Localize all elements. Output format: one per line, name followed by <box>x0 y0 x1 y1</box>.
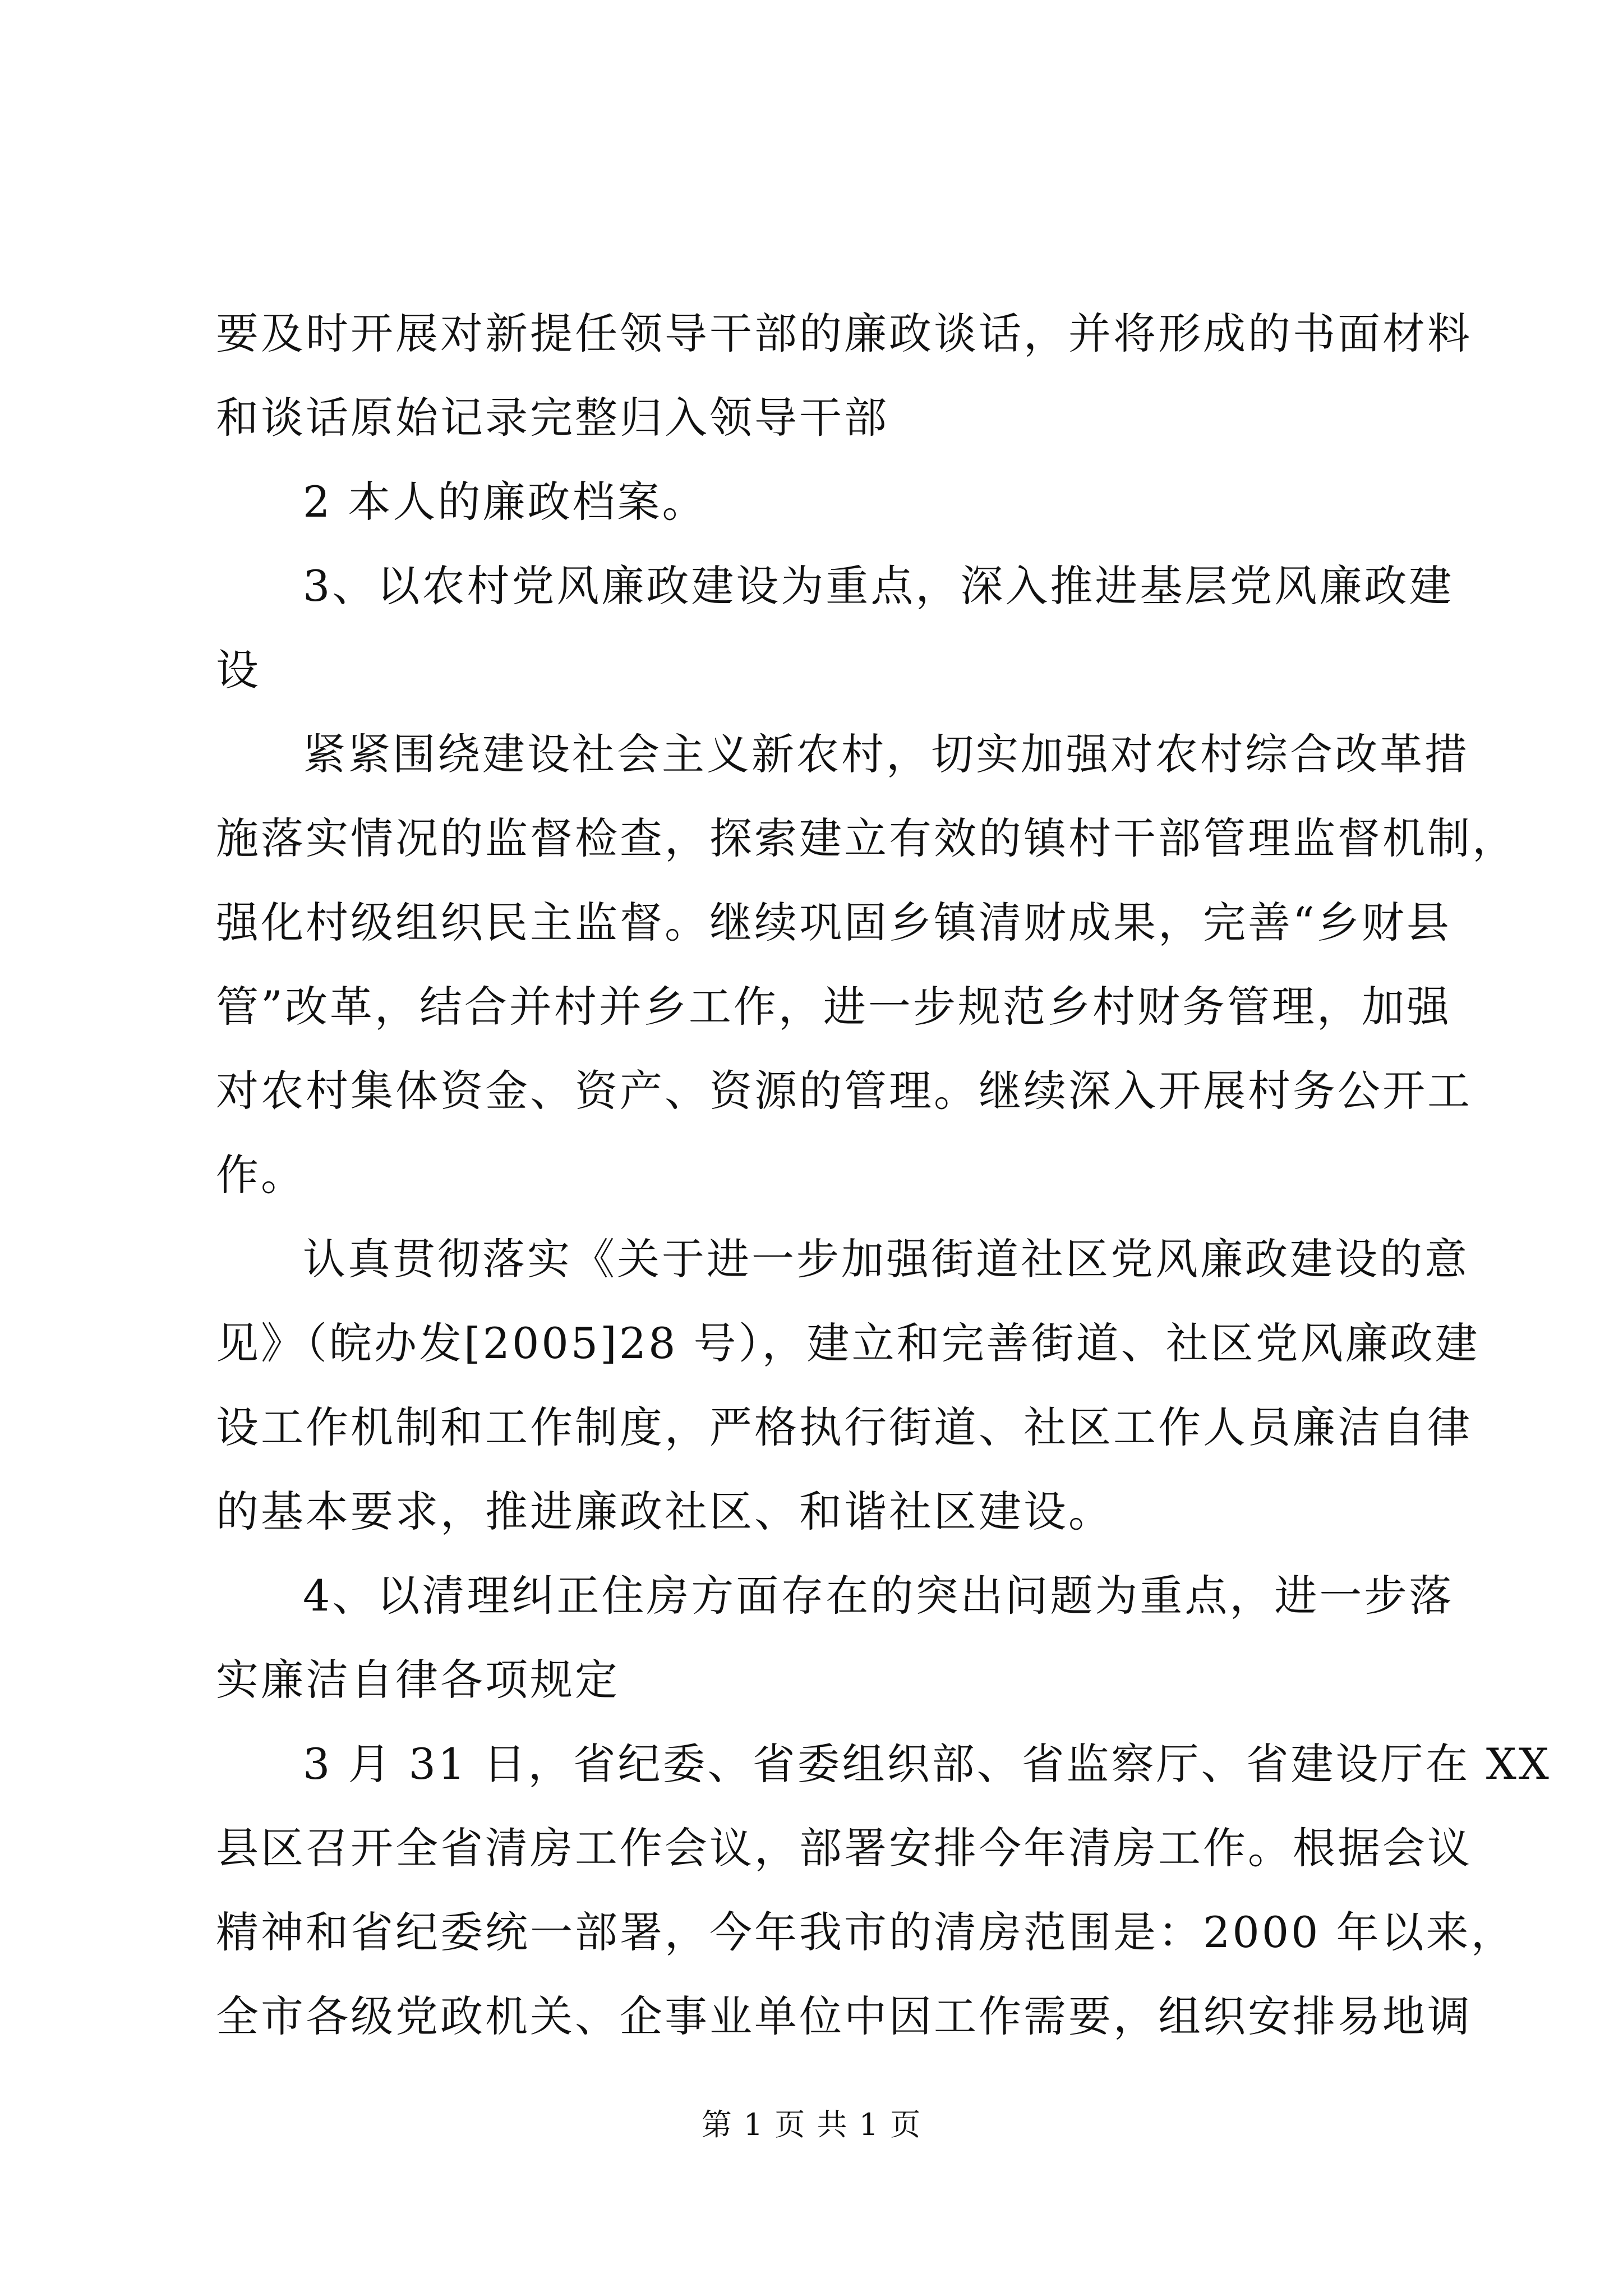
text-line: 设工作机制和工作制度，严格执行街道、社区工作人员廉洁自律 <box>216 1402 1472 1452</box>
paragraph <box>216 1217 1480 1554</box>
text-line: 和谈话原始记录完整归入领导干部 <box>216 393 889 443</box>
text-line: 认真贯彻落实《关于进一步加强街道社区党风廉政建设的意 <box>303 1234 1469 1284</box>
text-line: 实廉洁自律各项规定 <box>216 1655 620 1705</box>
text-line: 作。 <box>216 1150 306 1200</box>
text-line: 强化村级组织民主监督。继续巩固乡镇清财成果，完善“乡财县 <box>216 898 1451 947</box>
paragraph <box>216 460 1422 544</box>
text-line: 2 本人的廉政档案。 <box>303 477 707 527</box>
paragraph <box>216 712 1517 1217</box>
text-line: 县区召开全省清房工作会议，部署安排今年清房工作。根据会议 <box>216 1823 1472 1873</box>
page-footer: 第 1 页 共 1 页 <box>701 2107 922 2142</box>
text-line: 的基本要求，推进廉政社区、和谐社区建设。 <box>216 1487 1113 1536</box>
paragraph <box>216 292 1472 460</box>
paragraph <box>216 1554 1454 1722</box>
paragraph <box>216 1722 1551 2059</box>
text-line: 设 <box>216 645 261 695</box>
text-line: 要及时开展对新提任领导干部的廉政谈话，并将形成的书面材料 <box>216 309 1472 358</box>
text-line: 3、以农村党风廉政建设为重点，深入推进基层党风廉政建 <box>303 561 1454 611</box>
text-line: 管”改革，结合并村并乡工作，进一步规范乡村财务管理，加强 <box>216 982 1451 1032</box>
text-line: 对农村集体资金、资产、资源的管理。继续深入开展村务公开工 <box>216 1066 1472 1116</box>
text-line: 4、以清理纠正住房方面存在的突出问题为重点，进一步落 <box>303 1571 1454 1621</box>
text-line: 3 月 31 日，省纪委、省委组织部、省监察厅、省建设厅在 XX <box>303 1739 1551 1789</box>
paragraph <box>216 544 1454 712</box>
text-line: 见》（皖办发[2005]28 号），建立和完善街道、社区党风廉政建 <box>216 1318 1480 1368</box>
text-line: 全市各级党政机关、企事业单位中因工作需要，组织安排易地调 <box>216 1991 1472 2041</box>
text-line: 施落实情况的监督检查，探索建立有效的镇村干部管理监督机制， <box>216 813 1517 863</box>
text-line: 精神和省纪委统一部署，今年我市的清房范围是：2000 年以来， <box>216 1907 1516 1957</box>
text-line: 紧紧围绕建设社会主义新农村，切实加强对农村综合改革措 <box>303 729 1469 779</box>
document-body <box>216 292 1551 2059</box>
